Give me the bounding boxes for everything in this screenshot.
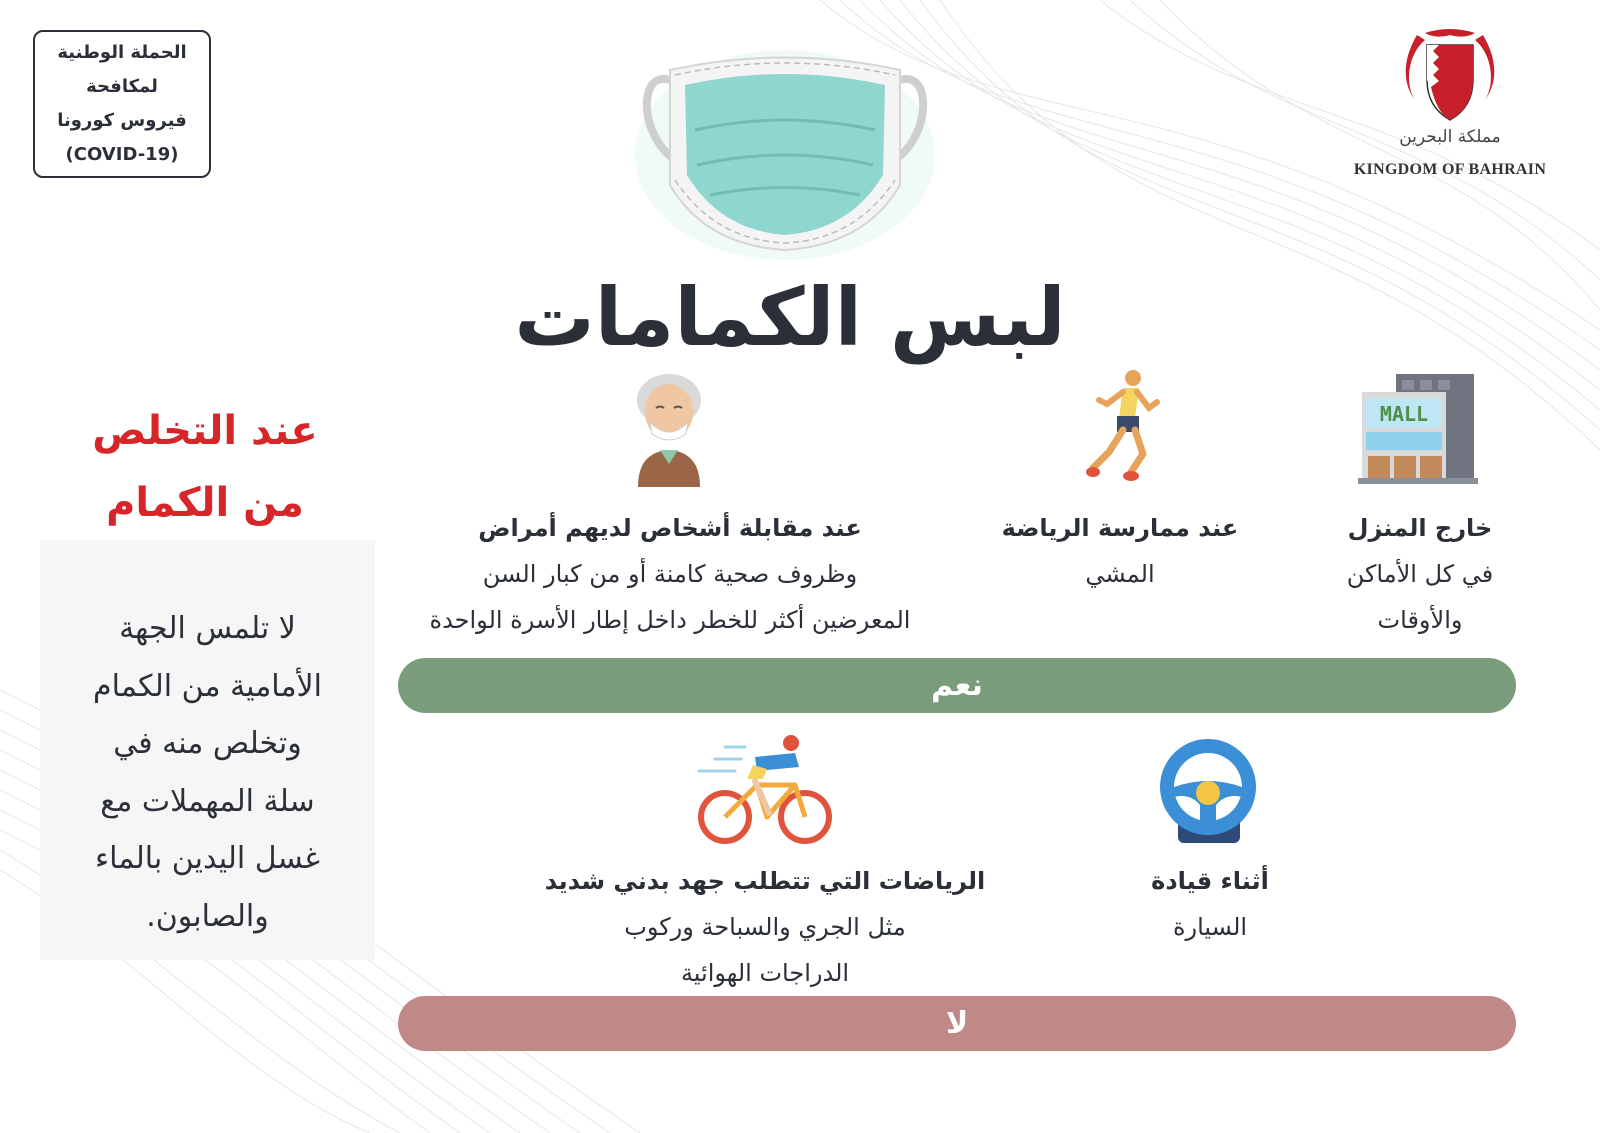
yes-item-heading: عند مقابلة أشخاص لديهم أمراض bbox=[478, 514, 862, 542]
yes-bar: نعم bbox=[398, 658, 1516, 713]
steering-wheel-icon bbox=[1156, 735, 1261, 845]
no-item-heading: الرياضات التي تتطلب جهد بدني شديد bbox=[544, 867, 986, 895]
disposal-text-line: والصابون. bbox=[146, 898, 269, 934]
yes-item-outside-home bbox=[1320, 505, 1520, 643]
bahrain-coat-of-arms-icon bbox=[1345, 25, 1555, 125]
yes-item-heading: خارج المنزل bbox=[1347, 514, 1493, 542]
kingdom-emblem bbox=[1345, 25, 1555, 185]
yes-item-line: في كل الأماكن bbox=[1346, 560, 1494, 588]
mall-building-icon bbox=[1358, 372, 1478, 487]
disposal-text-line: لا تلمس الجهة bbox=[119, 611, 296, 646]
no-item-line: الدراجات الهوائية bbox=[680, 959, 850, 987]
campaign-badge-line: فيروس كورونا bbox=[57, 110, 187, 131]
no-bar: لا bbox=[398, 996, 1516, 1051]
emblem-arabic-name: مملكة البحرين bbox=[1399, 127, 1501, 147]
yes-item-line: وظروف صحية كامنة أو من كبار السن bbox=[482, 560, 858, 588]
yes-item-line: المعرضين أكثر للخطر داخل إطار الأسرة الواحدة bbox=[429, 606, 911, 634]
yes-item-line: والأوقات bbox=[1377, 606, 1463, 634]
campaign-badge-line: الحملة الوطنية bbox=[57, 42, 187, 63]
disposal-text-line: الأمامية من الكمام bbox=[93, 668, 322, 704]
no-item-line: السيارة bbox=[1172, 913, 1248, 941]
face-mask-icon bbox=[625, 45, 945, 260]
campaign-badge-line: لمكافحة bbox=[86, 76, 158, 97]
mall-sign: MALL bbox=[1379, 402, 1429, 426]
page-title: لبس الكمامات bbox=[514, 271, 1066, 364]
yes-item-heading: عند ممارسة الرياضة bbox=[1001, 514, 1239, 542]
campaign-badge bbox=[33, 30, 211, 178]
no-item-line: مثل الجري والسباحة وركوب bbox=[624, 913, 906, 941]
cyclist-icon bbox=[695, 735, 835, 845]
disposal-title-line: من الكمام bbox=[106, 480, 304, 526]
elderly-man-mask-icon bbox=[632, 372, 707, 487]
disposal-title bbox=[40, 395, 370, 539]
no-item-heading: أثناء قيادة bbox=[1151, 867, 1269, 895]
disposal-text bbox=[40, 600, 375, 945]
yes-item-vulnerable-people bbox=[400, 505, 940, 643]
disposal-text-line: غسل اليدين بالماء bbox=[95, 841, 320, 876]
yes-item-line: المشي bbox=[1085, 560, 1155, 588]
disposal-text-line: سلة المهملات مع bbox=[100, 783, 315, 819]
emblem-english-name: KINGDOM OF BAHRAIN bbox=[1353, 161, 1547, 178]
yes-item-exercise bbox=[1000, 505, 1240, 597]
runner-icon bbox=[1085, 368, 1160, 486]
no-item-driving bbox=[1110, 858, 1310, 950]
campaign-badge-line: (COVID-19) bbox=[65, 144, 179, 165]
disposal-title-line: عند التخلص bbox=[92, 408, 318, 454]
disposal-text-line: وتخلص منه في bbox=[113, 726, 302, 761]
no-item-intense-sports bbox=[520, 858, 1010, 996]
